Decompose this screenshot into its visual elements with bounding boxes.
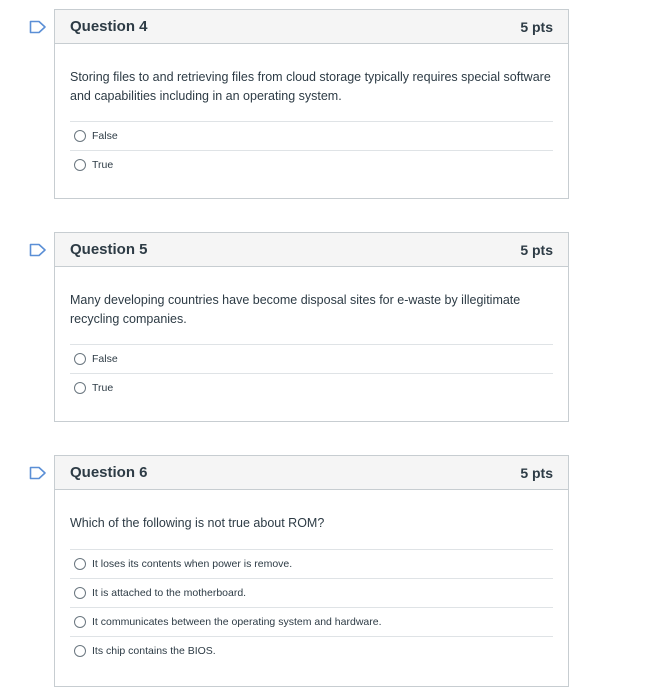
flag-question-icon[interactable] bbox=[29, 20, 47, 34]
answer-label: It is attached to the motherboard. bbox=[92, 587, 247, 599]
question-card bbox=[54, 455, 569, 687]
radio-button-icon[interactable] bbox=[74, 353, 86, 365]
radio-button-icon[interactable] bbox=[74, 159, 86, 171]
answer-option[interactable] bbox=[70, 121, 553, 150]
radio-button-icon[interactable] bbox=[74, 645, 86, 657]
radio-button-icon[interactable] bbox=[74, 616, 86, 628]
answer-label: True bbox=[92, 382, 114, 394]
answer-option[interactable] bbox=[70, 549, 553, 578]
answer-option[interactable] bbox=[70, 578, 553, 607]
answer-list bbox=[70, 344, 553, 402]
question-title: Question 5 bbox=[70, 241, 148, 258]
answer-label: False bbox=[92, 353, 118, 365]
radio-button-icon[interactable] bbox=[74, 130, 86, 142]
question-header bbox=[55, 10, 568, 44]
question-text: Many developing countries have become disposal sites for e-waste by illegitimate recycling companies. bbox=[70, 293, 521, 326]
answer-label: True bbox=[92, 159, 114, 171]
answer-label: It loses its contents when power is remove. bbox=[92, 558, 293, 570]
question-title: Question 6 bbox=[70, 464, 148, 481]
question-points: 5 pts bbox=[520, 241, 553, 258]
question-points: 5 pts bbox=[520, 18, 553, 35]
question-header bbox=[55, 233, 568, 267]
answer-list bbox=[70, 549, 553, 665]
radio-button-icon[interactable] bbox=[74, 558, 86, 570]
flag-question-icon[interactable] bbox=[29, 243, 47, 257]
radio-button-icon[interactable] bbox=[74, 587, 86, 599]
question-card bbox=[54, 232, 569, 422]
question-title: Question 4 bbox=[70, 18, 148, 35]
answer-option[interactable] bbox=[70, 150, 553, 179]
flag-question-icon[interactable] bbox=[29, 466, 47, 480]
answer-option[interactable] bbox=[70, 373, 553, 402]
answer-option[interactable] bbox=[70, 607, 553, 636]
answer-label: It communicates between the operating system and hardware. bbox=[92, 616, 382, 628]
answer-label: Its chip contains the BIOS. bbox=[92, 645, 216, 657]
question-header bbox=[55, 456, 568, 490]
answer-label: False bbox=[92, 130, 118, 142]
radio-button-icon[interactable] bbox=[74, 382, 86, 394]
question-text: Which of the following is not true about ROM? bbox=[70, 516, 325, 530]
question-points: 5 pts bbox=[520, 464, 553, 481]
answer-option[interactable] bbox=[70, 636, 553, 665]
question-card bbox=[54, 9, 569, 199]
answer-option[interactable] bbox=[70, 344, 553, 373]
question-text: Storing files to and retrieving files from cloud storage typically requires special software and capabilities including in an operating system. bbox=[70, 70, 551, 103]
answer-list bbox=[70, 121, 553, 179]
